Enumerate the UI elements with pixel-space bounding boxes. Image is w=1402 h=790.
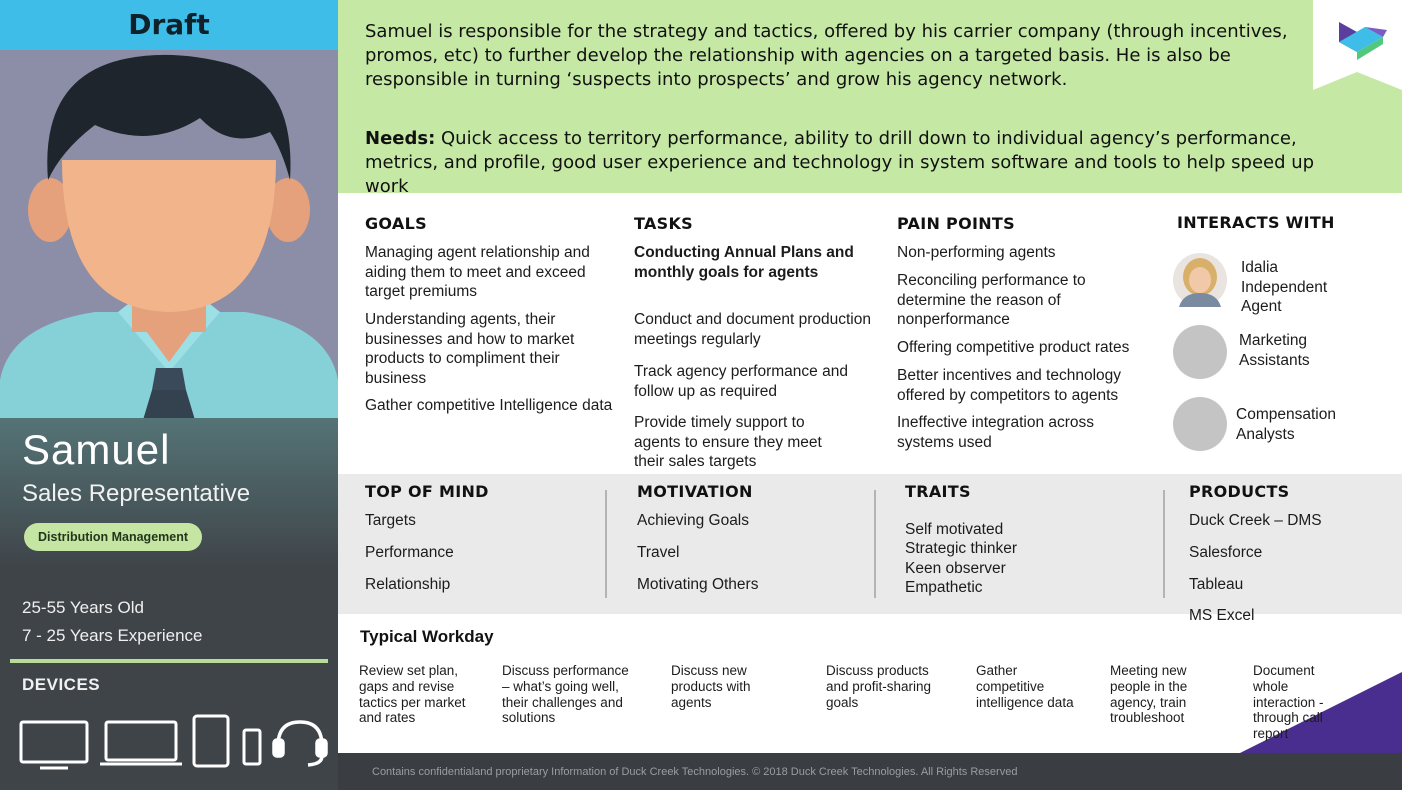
product-item: Tableau: [1189, 576, 1244, 593]
footer-copyright: Contains confidentialand proprietary Information of Duck Creek Technologies. © 2018 Duck Creek Technologies. All Rights Reserved: [372, 766, 1018, 778]
tablet-icon: [194, 716, 228, 766]
trait-item: Keen observer: [905, 560, 1006, 577]
workday-step: Meeting new people in the agency, train troubleshoot: [1110, 663, 1188, 726]
desktop-monitor-icon: [21, 722, 87, 768]
goal-item: Understanding agents, their businesses and how to market products to compliment their business: [365, 311, 575, 387]
persona-experience: 7 - 25 Years Experience: [22, 626, 203, 645]
contact-placeholder-avatar: [1173, 397, 1227, 451]
department-badge: Distribution Management: [24, 523, 202, 551]
persona-name: Samuel: [22, 426, 171, 473]
motivation-title: MOTIVATION: [637, 482, 753, 501]
pain-point-item: Offering competitive product rates: [897, 339, 1130, 356]
persona-needs: [365, 127, 1335, 199]
persona-avatar-illustration: [0, 50, 338, 430]
pain-point-item: Non-performing agents: [897, 244, 1056, 261]
product-item: Duck Creek – DMS: [1189, 512, 1322, 529]
task-item: Track agency performance and follow up as required: [634, 363, 848, 400]
task-item: Conduct and document production meetings regularly: [634, 311, 871, 348]
column-divider: [874, 490, 876, 598]
task-item: Conducting Annual Plans and monthly goals for agents: [634, 244, 854, 281]
goals-title: GOALS: [365, 214, 427, 233]
tasks-title: TASKS: [634, 214, 693, 233]
draft-status-bar: Draft: [0, 0, 338, 50]
column-divider: [605, 490, 607, 598]
contact-placeholder-avatar: [1173, 325, 1227, 379]
pain-point-item: Better incentives and technology offered by competitors to agents: [897, 367, 1122, 404]
top-of-mind-item: Targets: [365, 512, 416, 529]
needs-text: Quick access to territory performance, ability to drill down to individual agency’s performance, metrics, and profile, good user experience and technology in system software and tools to help speed up work: [365, 128, 1315, 197]
motivation-item: Achieving Goals: [637, 512, 750, 529]
motivation-item: Motivating Others: [637, 576, 759, 593]
motivation-item: Travel: [637, 544, 680, 561]
workday-step: Document whole interaction - through call report: [1253, 663, 1324, 742]
pain-points-title: PAIN POINTS: [897, 214, 1015, 233]
contact-name: Compensation Analysts: [1236, 406, 1336, 443]
trait-item: Strategic thinker: [905, 540, 1017, 557]
top-of-mind-title: TOP OF MIND: [365, 482, 489, 501]
pain-point-item: Reconciling performance to determine the reason of nonperformance: [897, 272, 1086, 328]
trait-item: Empathetic: [905, 579, 983, 596]
column-divider: [1163, 490, 1165, 598]
contact-name: Marketing Assistants: [1239, 332, 1310, 369]
contact-photo: [1173, 253, 1227, 307]
sidebar-divider: [10, 659, 328, 663]
workday-step: Discuss new products with agents: [671, 663, 751, 710]
devices-icons: [18, 712, 328, 772]
product-item: MS Excel: [1189, 607, 1255, 624]
workday-step: Discuss products and profit-sharing goals: [826, 663, 932, 710]
products-title: PRODUCTS: [1189, 482, 1290, 501]
goal-item: Managing agent relationship and aiding them to meet and exceed target premiums: [365, 244, 590, 300]
goal-item: Gather competitive Intelligence data: [365, 397, 613, 414]
needs-label: Needs:: [365, 128, 436, 149]
workday-step: Gather competitive intelligence data: [976, 663, 1074, 710]
workday-step: Discuss performance – what’s going well, their challenges and solutions: [502, 663, 629, 726]
persona-summary: Samuel is responsible for the strategy and tactics, offered by his carrier company (through incentives, promos, etc) to further develop the relationship with agencies on a targeted basis. He is also be responsible in turning ‘suspects into prospects’ and grow his agency network.: [365, 21, 1288, 90]
laptop-icon: [100, 722, 182, 764]
devices-title: DEVICES: [22, 675, 101, 694]
workday-title: Typical Workday: [360, 627, 494, 646]
company-logo: [1313, 0, 1402, 90]
trait-item: Self motivated: [905, 521, 1004, 538]
smartphone-icon: [244, 730, 260, 764]
traits-title: TRAITS: [905, 482, 971, 501]
workday-step: Review set plan, gaps and revise tactics per market and rates: [359, 663, 466, 726]
pain-point-item: Ineffective integration across systems used: [897, 414, 1095, 451]
persona-age: 25-55 Years Old: [22, 598, 144, 617]
contact-name: Idalia Independent Agent: [1241, 259, 1328, 315]
headset-icon: [274, 722, 326, 765]
task-item: Provide timely support to agents to ensure they meet their sales targets: [634, 414, 822, 470]
persona-sidebar: [0, 0, 338, 790]
top-of-mind-item: Performance: [365, 544, 454, 561]
top-of-mind-item: Relationship: [365, 576, 451, 593]
product-item: Salesforce: [1189, 544, 1263, 561]
persona-role: Sales Representative: [22, 480, 251, 507]
interacts-with-title: INTERACTS WITH: [1177, 213, 1335, 232]
